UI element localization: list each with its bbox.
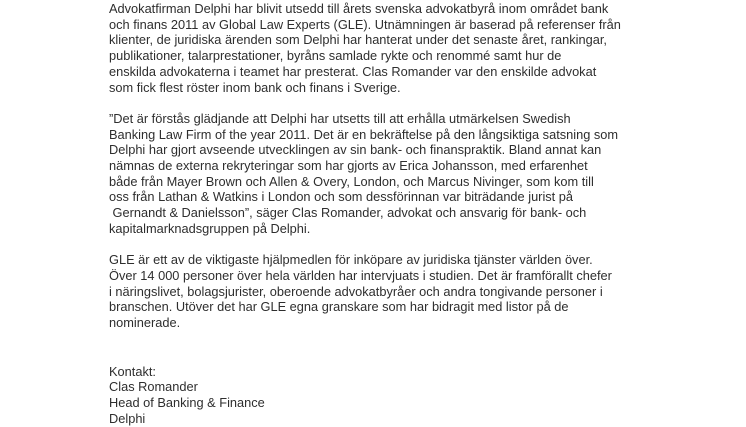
text-line: i näringslivet, bolagsjurister, oberoende advokatbyråer och andra tongivande personer i: [109, 283, 603, 299]
contact-block: [109, 364, 669, 427]
text-line: enskilda advokaterna i teamet har presterat. Clas Romander var den enskilde advokat: [109, 63, 597, 79]
text-line: som fick flest röster inom bank och finans i Sverige.: [109, 79, 401, 95]
text-line: Över 14 000 personer över hela världen har intervjuats i studien. Det är framförallt chefer: [109, 267, 612, 283]
text-line: GLE är ett av de viktigaste hjälpmedlen för inköpare av juridiska tjänster världen över.: [109, 252, 593, 268]
text-line: kapitalmarknadsgruppen på Delphi.: [109, 220, 311, 236]
paragraph-intro: [109, 1, 669, 95]
text-line: ”Det är förstås glädjande att Delphi har utsetts till att erhålla utmärkelsen Swedish: [109, 110, 571, 126]
document-page: [109, 1, 669, 427]
text-line: Banking Law Firm of the year 2011. Det är en bekräftelse på den långsiktiga satsning som: [109, 126, 619, 142]
contact-label: Kontakt:: [109, 363, 156, 379]
text-line: och finans 2011 av Global Law Experts (GLE). Utnämningen är baserad på referenser från: [109, 16, 621, 32]
text-line: oss från Lathan & Watkins i London och som dessförinnan var biträdande jurist på: [109, 189, 574, 205]
text-line: nämnas de externa rekryteringar som har gjorts av Erica Johansson, med erfarenhet: [109, 158, 588, 174]
text-line: både från Mayer Brown och Allen & Overy, London, och Marcus Nivinger, som kom till: [109, 173, 594, 189]
contact-name: Clas Romander: [109, 379, 198, 395]
text-line: nominerade.: [109, 315, 181, 331]
text-line: klienter, de juridiska ärenden som Delphi har hanterat under det senaste året, rankingar,: [109, 32, 607, 48]
text-line: Gernandt & Danielsson”, säger Clas Romander, advokat och ansvarig för bank- och: [109, 205, 587, 221]
text-line: branschen. Utöver det har GLE egna granskare som har bidragit med listor på de: [109, 299, 569, 315]
text-line: publikationer, talarprestationer, byråns samlade rykte och renommé samt hur de: [109, 48, 562, 64]
contact-title: Head of Banking & Finance: [109, 395, 265, 411]
paragraph-quote: [109, 111, 669, 237]
text-line: Delphi har gjort avseende utvecklingen av sin bank- och finanspraktik. Bland annat kan: [109, 142, 602, 158]
paragraph-gle-info: [109, 252, 669, 331]
contact-company: Delphi: [109, 410, 146, 426]
text-line: Advokatfirman Delphi har blivit utsedd till årets svenska advokatbyrå inom området bank: [109, 1, 609, 16]
